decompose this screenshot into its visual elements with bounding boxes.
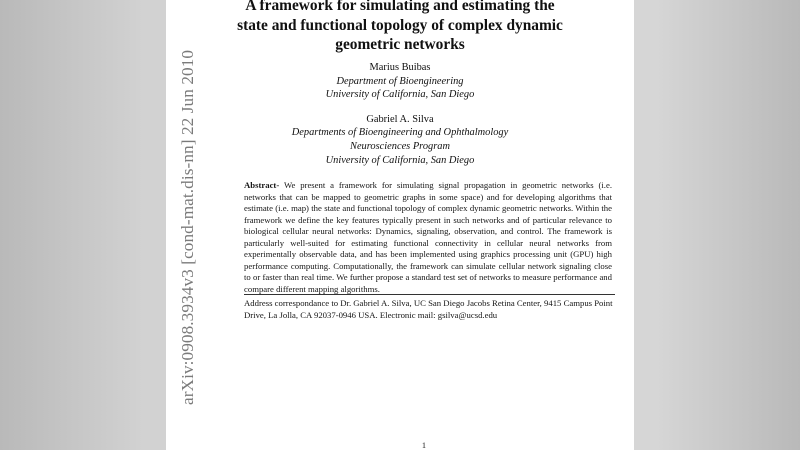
author-affiliation: Neurosciences Program bbox=[350, 140, 450, 152]
page-number: 1 bbox=[421, 441, 427, 450]
author-name: Gabriel A. Silva bbox=[366, 113, 434, 125]
author-affiliation: University of California, San Diego bbox=[325, 89, 475, 101]
correspondence-footnote: Address correspondance to Dr. Gabriel A. Silva, UC San Diego Jacobs Retina Center, 9415 Campus Point Drive, La Jolla, CA 92037-0946 USA. Electronic mail: gsilva@ucsd.edu bbox=[244, 298, 613, 320]
footnote-divider bbox=[244, 294, 615, 295]
title-line-3: geometric networks bbox=[335, 36, 465, 53]
abstract-label: Abstract- bbox=[244, 180, 280, 190]
author-block-buibas bbox=[166, 61, 634, 102]
title-line-2: state and functional topology of complex dynamic bbox=[237, 16, 563, 34]
author-list bbox=[166, 61, 634, 178]
title-line-1: A framework for simulating and estimating the bbox=[245, 0, 555, 14]
arxiv-identifier-stamp: arXiv:0908.3934v3 [cond-mat.dis-nn] 22 Jun 2010 bbox=[178, 49, 197, 405]
author-affiliation: University of California, San Diego bbox=[325, 154, 475, 166]
paper-title bbox=[166, 0, 634, 55]
author-affiliation: Department of Bioengineering bbox=[336, 75, 464, 87]
abstract bbox=[244, 180, 612, 295]
abstract-text: We present a framework for simulating signal propagation in geometric networks (i.e. networks that can be mapped to geometric graphs in some space) and for developing algorithms that estimate (i.e. map) the state and functional topology of complex dynamic geometric networks. Within the framework we define the key features typically present in such networks and of particular relevance to biological cellular neural networks: Dynamics, signaling, observation, and control. The framework is particularly well-suited for estimating functional connectivity in cellular neural networks from experimentally observable data, and has been implemented using graphics processing unit (GPU) high performance computing. Computationally, the framework can simulate cellular network signaling close to or faster than real time. We further propose a standard test set of networks to measure performance and compare different mapping algorithms. bbox=[244, 180, 612, 294]
author-name: Marius Buibas bbox=[369, 62, 431, 73]
author-affiliation: Departments of Bioengineering and Ophthalmology bbox=[291, 127, 509, 139]
author-block-silva bbox=[166, 113, 634, 167]
